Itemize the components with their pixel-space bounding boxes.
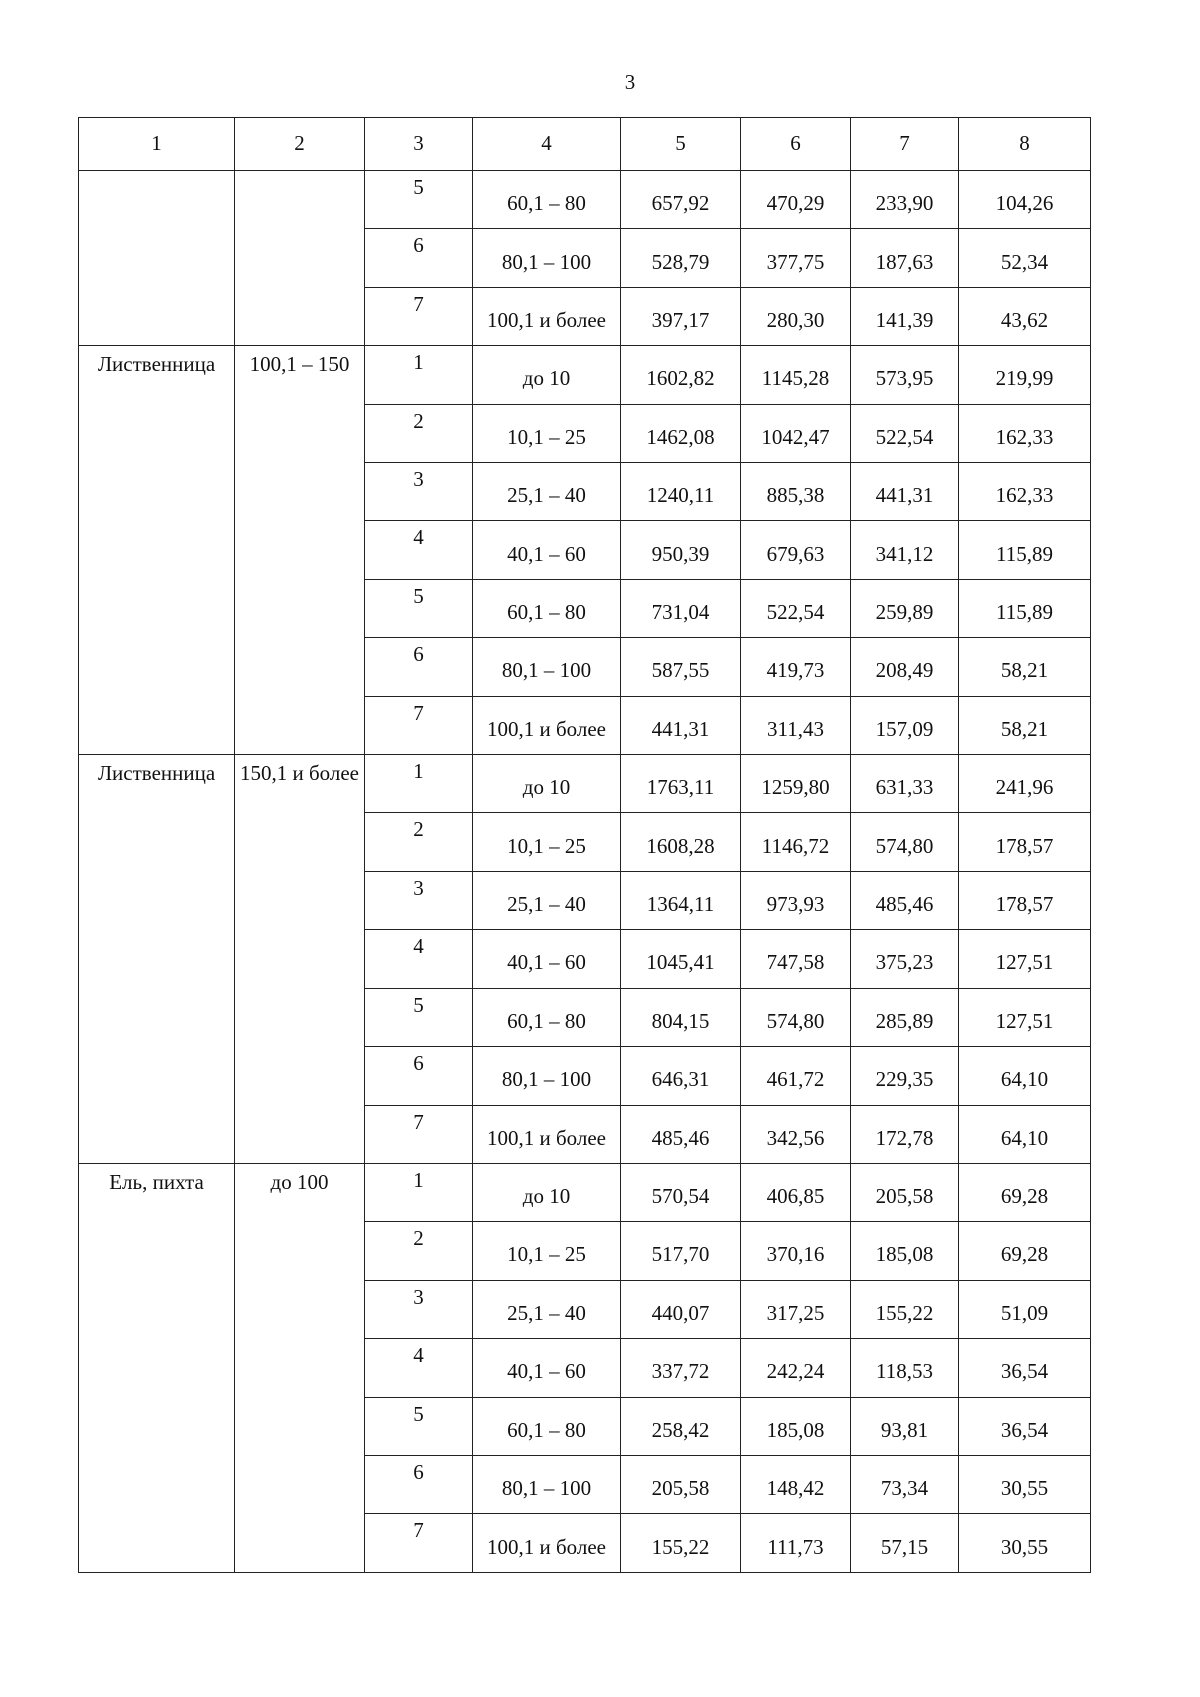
header-cell: 6	[741, 118, 851, 171]
table-body	[79, 171, 1091, 1573]
range-cell: 100,1 и более	[473, 287, 621, 345]
species-cell: Ель, пихта	[79, 1163, 235, 1572]
value-cell-8: 104,26	[959, 171, 1091, 229]
value-cell-6: 1146,72	[741, 813, 851, 871]
range-cell: 25,1 – 40	[473, 1280, 621, 1338]
diameter-cell	[235, 171, 365, 346]
value-cell-7: 631,33	[851, 755, 959, 813]
value-cell-6: 148,42	[741, 1455, 851, 1513]
value-cell-5: 1045,41	[621, 930, 741, 988]
value-cell-5: 731,04	[621, 579, 741, 637]
range-cell: до 10	[473, 346, 621, 404]
value-cell-5: 804,15	[621, 988, 741, 1046]
value-cell-8: 64,10	[959, 1105, 1091, 1163]
value-cell-7: 375,23	[851, 930, 959, 988]
value-cell-6: 885,38	[741, 463, 851, 521]
range-cell: 80,1 – 100	[473, 229, 621, 287]
range-cell: 80,1 – 100	[473, 638, 621, 696]
value-cell-7: 229,35	[851, 1047, 959, 1105]
value-cell-6: 280,30	[741, 287, 851, 345]
value-cell-6: 185,08	[741, 1397, 851, 1455]
header-cell: 5	[621, 118, 741, 171]
range-cell: 60,1 – 80	[473, 1397, 621, 1455]
value-cell-6: 1259,80	[741, 755, 851, 813]
range-cell: 60,1 – 80	[473, 988, 621, 1046]
range-cell: 25,1 – 40	[473, 871, 621, 929]
range-cell: 100,1 и более	[473, 696, 621, 754]
class-cell: 7	[365, 1514, 473, 1573]
value-cell-5: 528,79	[621, 229, 741, 287]
value-cell-7: 141,39	[851, 287, 959, 345]
class-cell: 7	[365, 1105, 473, 1163]
range-cell: 100,1 и более	[473, 1105, 621, 1163]
value-cell-6: 574,80	[741, 988, 851, 1046]
value-cell-5: 587,55	[621, 638, 741, 696]
value-cell-8: 58,21	[959, 696, 1091, 754]
header-cell: 3	[365, 118, 473, 171]
range-cell: 10,1 – 25	[473, 1222, 621, 1280]
value-cell-6: 973,93	[741, 871, 851, 929]
value-cell-5: 950,39	[621, 521, 741, 579]
value-cell-7: 155,22	[851, 1280, 959, 1338]
value-cell-7: 73,34	[851, 1455, 959, 1513]
value-cell-6: 111,73	[741, 1514, 851, 1573]
value-cell-5: 397,17	[621, 287, 741, 345]
table-row	[79, 755, 1091, 813]
value-cell-5: 646,31	[621, 1047, 741, 1105]
value-cell-5: 1364,11	[621, 871, 741, 929]
value-cell-7: 285,89	[851, 988, 959, 1046]
value-cell-8: 115,89	[959, 521, 1091, 579]
class-cell: 2	[365, 1222, 473, 1280]
value-cell-6: 311,43	[741, 696, 851, 754]
class-cell: 1	[365, 346, 473, 404]
range-cell: 60,1 – 80	[473, 579, 621, 637]
value-cell-7: 205,58	[851, 1163, 959, 1221]
table-row	[79, 1163, 1091, 1221]
value-cell-6: 242,24	[741, 1339, 851, 1397]
value-cell-8: 219,99	[959, 346, 1091, 404]
value-cell-8: 36,54	[959, 1397, 1091, 1455]
range-cell: 40,1 – 60	[473, 1339, 621, 1397]
class-cell: 5	[365, 1397, 473, 1455]
class-cell: 6	[365, 638, 473, 696]
range-cell: 25,1 – 40	[473, 463, 621, 521]
value-cell-5: 205,58	[621, 1455, 741, 1513]
value-cell-5: 1763,11	[621, 755, 741, 813]
range-cell: 10,1 – 25	[473, 813, 621, 871]
value-cell-8: 51,09	[959, 1280, 1091, 1338]
table-row	[79, 171, 1091, 229]
value-cell-8: 178,57	[959, 813, 1091, 871]
diameter-cell: 150,1 и более	[235, 755, 365, 1164]
value-cell-7: 574,80	[851, 813, 959, 871]
value-cell-8: 30,55	[959, 1514, 1091, 1573]
value-cell-8: 241,96	[959, 755, 1091, 813]
class-cell: 4	[365, 521, 473, 579]
value-cell-5: 1462,08	[621, 404, 741, 462]
class-cell: 3	[365, 463, 473, 521]
range-cell: до 10	[473, 1163, 621, 1221]
class-cell: 5	[365, 171, 473, 229]
page-number: 3	[624, 70, 636, 94]
class-cell: 2	[365, 813, 473, 871]
value-cell-8: 115,89	[959, 579, 1091, 637]
class-cell: 5	[365, 988, 473, 1046]
value-cell-7: 172,78	[851, 1105, 959, 1163]
value-cell-8: 36,54	[959, 1339, 1091, 1397]
value-cell-8: 69,28	[959, 1222, 1091, 1280]
value-cell-7: 185,08	[851, 1222, 959, 1280]
value-cell-7: 522,54	[851, 404, 959, 462]
value-cell-8: 162,33	[959, 463, 1091, 521]
class-cell: 5	[365, 579, 473, 637]
header-row	[79, 118, 1091, 171]
species-cell: Лиственница	[79, 346, 235, 755]
value-cell-6: 370,16	[741, 1222, 851, 1280]
value-cell-8: 30,55	[959, 1455, 1091, 1513]
table-row	[79, 346, 1091, 404]
value-cell-7: 93,81	[851, 1397, 959, 1455]
class-cell: 6	[365, 229, 473, 287]
header-cell: 4	[473, 118, 621, 171]
value-cell-7: 187,63	[851, 229, 959, 287]
value-cell-7: 259,89	[851, 579, 959, 637]
value-cell-6: 406,85	[741, 1163, 851, 1221]
value-cell-5: 258,42	[621, 1397, 741, 1455]
range-cell: 10,1 – 25	[473, 404, 621, 462]
value-cell-8: 127,51	[959, 930, 1091, 988]
value-cell-6: 470,29	[741, 171, 851, 229]
class-cell: 2	[365, 404, 473, 462]
value-cell-8: 43,62	[959, 287, 1091, 345]
value-cell-5: 155,22	[621, 1514, 741, 1573]
value-cell-5: 441,31	[621, 696, 741, 754]
class-cell: 6	[365, 1047, 473, 1105]
value-cell-7: 341,12	[851, 521, 959, 579]
value-cell-6: 419,73	[741, 638, 851, 696]
value-cell-7: 208,49	[851, 638, 959, 696]
value-cell-5: 570,54	[621, 1163, 741, 1221]
class-cell: 3	[365, 871, 473, 929]
diameter-cell: 100,1 – 150	[235, 346, 365, 755]
header-cell: 1	[79, 118, 235, 171]
value-cell-5: 1608,28	[621, 813, 741, 871]
range-cell: 40,1 – 60	[473, 930, 621, 988]
range-cell: 40,1 – 60	[473, 521, 621, 579]
data-table	[78, 117, 1091, 1573]
class-cell: 1	[365, 755, 473, 813]
value-cell-7: 233,90	[851, 171, 959, 229]
value-cell-8: 52,34	[959, 229, 1091, 287]
value-cell-7: 118,53	[851, 1339, 959, 1397]
diameter-cell: до 100	[235, 1163, 365, 1572]
value-cell-5: 1602,82	[621, 346, 741, 404]
value-cell-6: 1145,28	[741, 346, 851, 404]
value-cell-8: 58,21	[959, 638, 1091, 696]
value-cell-8: 178,57	[959, 871, 1091, 929]
value-cell-6: 377,75	[741, 229, 851, 287]
value-cell-6: 747,58	[741, 930, 851, 988]
value-cell-7: 157,09	[851, 696, 959, 754]
class-cell: 3	[365, 1280, 473, 1338]
class-cell: 1	[365, 1163, 473, 1221]
value-cell-5: 337,72	[621, 1339, 741, 1397]
class-cell: 6	[365, 1455, 473, 1513]
value-cell-5: 657,92	[621, 171, 741, 229]
value-cell-7: 485,46	[851, 871, 959, 929]
value-cell-8: 64,10	[959, 1047, 1091, 1105]
range-cell: 100,1 и более	[473, 1514, 621, 1573]
value-cell-7: 573,95	[851, 346, 959, 404]
value-cell-7: 441,31	[851, 463, 959, 521]
class-cell: 4	[365, 930, 473, 988]
value-cell-8: 162,33	[959, 404, 1091, 462]
value-cell-7: 57,15	[851, 1514, 959, 1573]
header-cell: 7	[851, 118, 959, 171]
range-cell: 80,1 – 100	[473, 1047, 621, 1105]
value-cell-6: 522,54	[741, 579, 851, 637]
species-cell: Лиственница	[79, 755, 235, 1164]
header-cell: 8	[959, 118, 1091, 171]
value-cell-6: 1042,47	[741, 404, 851, 462]
value-cell-5: 1240,11	[621, 463, 741, 521]
range-cell: до 10	[473, 755, 621, 813]
class-cell: 4	[365, 1339, 473, 1397]
value-cell-6: 679,63	[741, 521, 851, 579]
value-cell-6: 317,25	[741, 1280, 851, 1338]
value-cell-8: 69,28	[959, 1163, 1091, 1221]
value-cell-6: 342,56	[741, 1105, 851, 1163]
value-cell-8: 127,51	[959, 988, 1091, 1046]
value-cell-5: 440,07	[621, 1280, 741, 1338]
header-cell: 2	[235, 118, 365, 171]
species-cell	[79, 171, 235, 346]
value-cell-6: 461,72	[741, 1047, 851, 1105]
range-cell: 80,1 – 100	[473, 1455, 621, 1513]
value-cell-5: 485,46	[621, 1105, 741, 1163]
value-cell-5: 517,70	[621, 1222, 741, 1280]
class-cell: 7	[365, 696, 473, 754]
range-cell: 60,1 – 80	[473, 171, 621, 229]
class-cell: 7	[365, 287, 473, 345]
